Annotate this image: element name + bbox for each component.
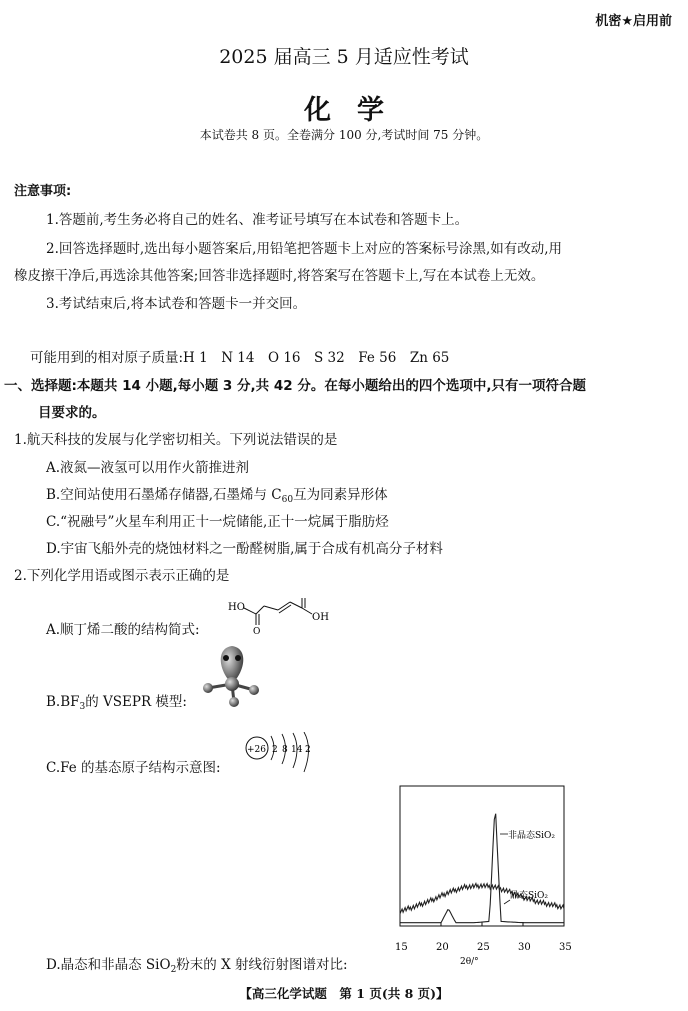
bf3-vsepr-model xyxy=(200,644,270,708)
x-tick-label: 15 xyxy=(395,942,408,953)
svg-text:O: O xyxy=(253,627,261,637)
question-2-stem: 2.下列化学用语或图示表示正确的是 xyxy=(14,568,230,584)
q1-option-d: D.宇宙飞船外壳的烧蚀材料之一酚醛树脂,属于合成有机高分子材料 xyxy=(46,541,443,557)
q2-option-c: C.Fe 的基态原子结构示意图: xyxy=(46,760,221,776)
xrd-chart xyxy=(390,784,576,970)
exam-title: 2025 届高三 5 月适应性考试 xyxy=(219,46,469,68)
annotation-crystalline: 晶态SiO₂ xyxy=(510,891,549,901)
subject-title: 化学 xyxy=(304,95,410,126)
q2-option-a: A.顺丁烯二酸的结构简式: xyxy=(46,622,200,638)
svg-text:2: 2 xyxy=(305,745,311,755)
xrd-x-label: 2θ/° xyxy=(460,957,479,967)
question-1-stem: 1.航天科技的发展与化学密切相关。下列说法错误的是 xyxy=(14,432,338,448)
q2-option-d: D.晶态和非晶态 SiO$_2$粉末的 X 射线衍射图谱对比: xyxy=(46,957,348,975)
exam-info: 本试卷共 8 页。全卷满分 100 分,考试时间 75 分钟。 xyxy=(199,128,489,142)
notice-item: 3.考试结束后,将本试卷和答题卡一并交回。 xyxy=(46,296,307,312)
notice-item: 橡皮擦干净后,再选涂其他答案;回答非选择题时,将答案写在答题卡上,写在本试卷上无效。 xyxy=(14,268,545,284)
q1-option-a: A.液氮—液氢可以用作火箭推进剂 xyxy=(46,460,250,476)
svg-text:14: 14 xyxy=(291,745,303,755)
q1-option-c: C.“祝融号”火星车利用正十一烷储能,正十一烷属于脂肪烃 xyxy=(46,514,389,530)
svg-text:2: 2 xyxy=(272,745,278,755)
notice-item: 2.回答选择题时,选出每小题答案后,用铅笔把答题卡上对应的答案标号涂黑,如有改动,用 xyxy=(46,241,563,257)
page-footer: 【高三化学试题 第 1 页(共 8 页)】 xyxy=(239,986,449,1001)
notice-item: 1.答题前,考生务必将自己的姓名、准考证号填写在本试卷和答题卡上。 xyxy=(46,212,469,228)
q2-option-b: $B.BF_3$的 VSEPR 模型: xyxy=(46,694,187,712)
xrd-plot-frame xyxy=(400,786,564,926)
section-title: 一、选择题:本题共 14 小题,每小题 3 分,共 42 分。在每小题给出的四个选项中,只有一项符合题 xyxy=(4,378,586,394)
notice-title: 注意事项: xyxy=(14,184,72,199)
x-tick-label: 20 xyxy=(436,942,449,953)
svg-text:8: 8 xyxy=(282,745,288,755)
svg-text:+26: +26 xyxy=(247,745,266,755)
section-title-cont: 目要求的。 xyxy=(38,405,106,421)
atomic-masses: 可能用到的相对原子质量:H 1 N 14 O 16 S 32 Fe 56 Zn 65 xyxy=(30,350,450,366)
maleic-acid-structure xyxy=(226,598,336,638)
annotation-amorphous: 非晶态SiO₂ xyxy=(508,831,556,841)
q1-option-b: B.空间站使用石墨烯存储器,石墨烯与 $C_{60}$互为同素异形体 xyxy=(46,487,388,505)
confidential-label: 机密★启用前 xyxy=(595,14,672,29)
x-tick-label: 25 xyxy=(477,942,490,953)
x-tick-label: 35 xyxy=(559,942,572,953)
x-tick-label: 30 xyxy=(518,942,531,953)
fe-atomic-structure xyxy=(244,732,320,776)
svg-text:HO: HO xyxy=(228,602,245,613)
svg-text:OH: OH xyxy=(312,612,329,623)
